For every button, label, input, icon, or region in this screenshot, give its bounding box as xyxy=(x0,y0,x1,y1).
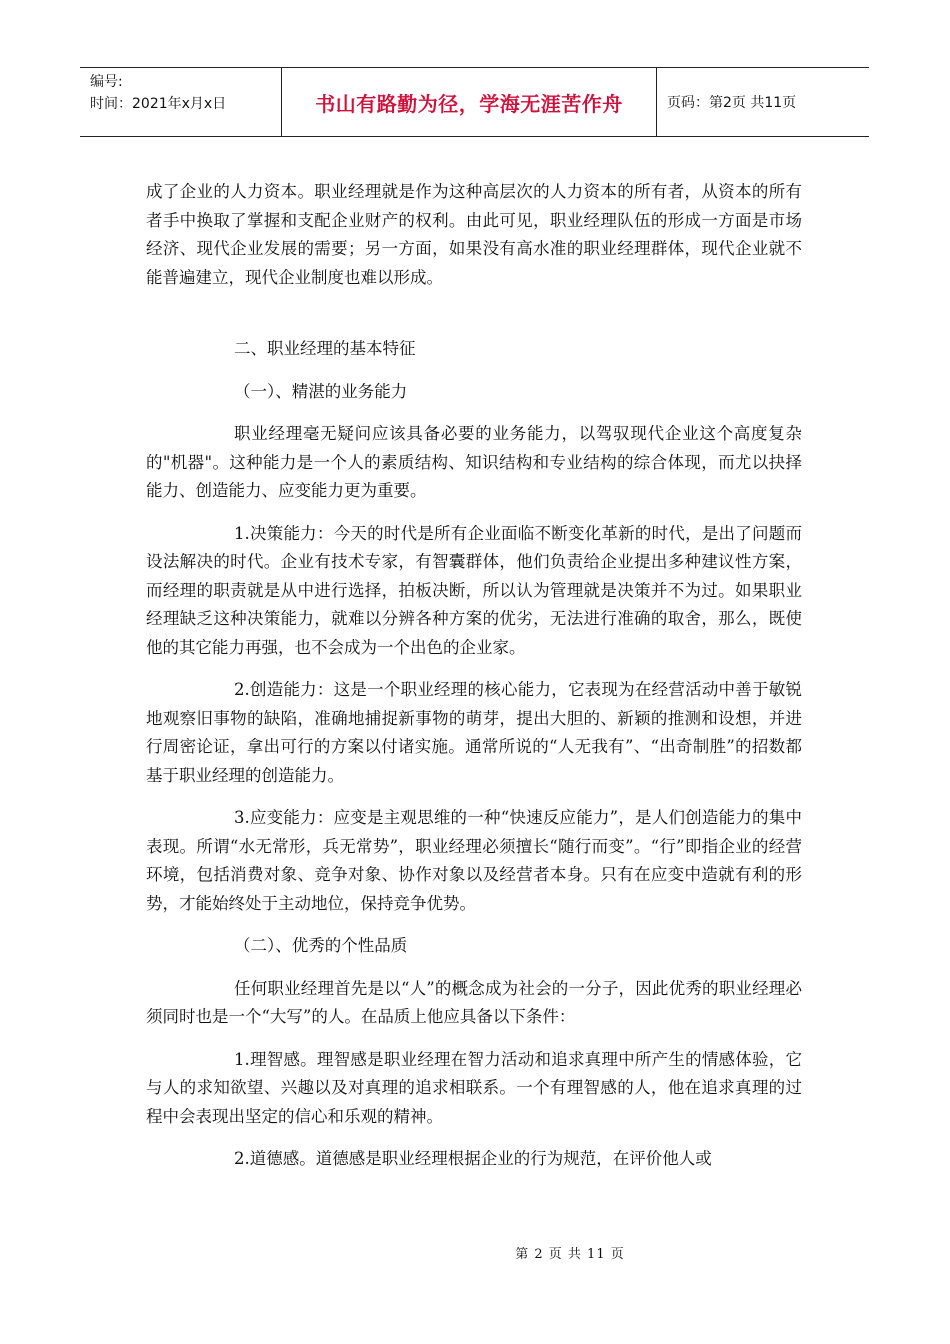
subsection-heading-1: （一）、精湛的业务能力 xyxy=(234,381,408,401)
quality-item-1: 1.理智感。理智感是职业经理在智力活动和追求真理中所产生的情感体验，它与人的求知欲望、兴趣以及对真理的追求相联系。一个有理智感的人，他在追求真理的过程中会表现出坚定的信心和乐观的精神。 xyxy=(146,1049,802,1126)
subsection-1-intro: 职业经理毫无疑问应该具备必要的业务能力，以驾驭现代企业这个高度复杂的"机器"。这种能力是一个人的素质结构、知识结构和专业结构的综合体现，而尤以抉择能力、创造能力、应变能力更为重要。 xyxy=(146,424,802,500)
section-heading: 二、职业经理的基本特征 xyxy=(234,339,416,358)
document-time-label: 时间：2021年x月x日 xyxy=(90,96,227,112)
continuation-paragraph: 成了企业的人力资本。职业经理就是作为这种高层次的人力资本的所有者，从资本的所有者手中换取了掌握和支配企业财产的权利。由此可见，职业经理队伍的形成一方面是市场经济、现代企业发展的需要；另一方面，如果没有高水准的职业经理群体，现代企业就不能普遍建立，现代企业制度也难以形成。 xyxy=(146,182,802,287)
ability-item-2: 2.创造能力：这是一个职业经理的核心能力，它表现为在经营活动中善于敏锐地观察旧事物的缺陷，准确地捕捉新事物的萌芽，提出大胆的、新颖的推测和设想，并进行周密论证，拿出可行的方案以付诸实施。通常所说的“人无我有”、“出奇制胜”的招数都基于职业经理的创造能力。 xyxy=(146,680,802,785)
header-meta xyxy=(80,68,282,136)
ability-item-3: 3.应变能力：应变是主观思维的一种“快速反应能力”，是人们创造能力的集中表现。所谓“水无常形，兵无常势”，职业经理必须擅长“随行而变”。“行”即指企业的经营环境，包括消费对象、竞争对象、协作对象以及经营者本身。只有在应变中造就有利的形势，才能始终处于主动地位，保持竞争优势。 xyxy=(146,808,802,913)
subsection-2-intro: 任何职业经理首先是以“人”的概念成为社会的一分子，因此优秀的职业经理必须同时也是一个“大写”的人。在品质上他应具备以下条件： xyxy=(146,978,802,1026)
page-footer: 第 2 页 共 11 页 xyxy=(515,1247,625,1262)
header-motto: 书山有路勤为径，学海无涯苦作舟 xyxy=(282,68,657,136)
quality-item-2: 2.道德感。道德感是职业经理根据企业的行为规范，在评价他人或 xyxy=(234,1149,712,1168)
page-header xyxy=(80,67,869,137)
ability-item-1: 1.决策能力：今天的时代是所有企业面临不断变化革新的时代，是出了问题而设法解决的时代。企业有技术专家，有智囊群体，他们负责给企业提出多种建议性方案，而经理的职责就是从中进行选择，拍板决断，所以认为管理就是决策并不为过。如果职业经理缺乏这种决策能力，就难以分辨各种方案的优劣，无法进行准确的取舍，那么，既使他的其它能力再强，也不会成为一个出色的企业家。 xyxy=(146,523,802,657)
document-number-label: 编号: xyxy=(90,74,123,90)
header-page-info: 页码：第2页 共11页 xyxy=(667,95,797,111)
subsection-heading-2: （二）、优秀的个性品质 xyxy=(234,936,408,955)
document-body xyxy=(146,178,802,1188)
